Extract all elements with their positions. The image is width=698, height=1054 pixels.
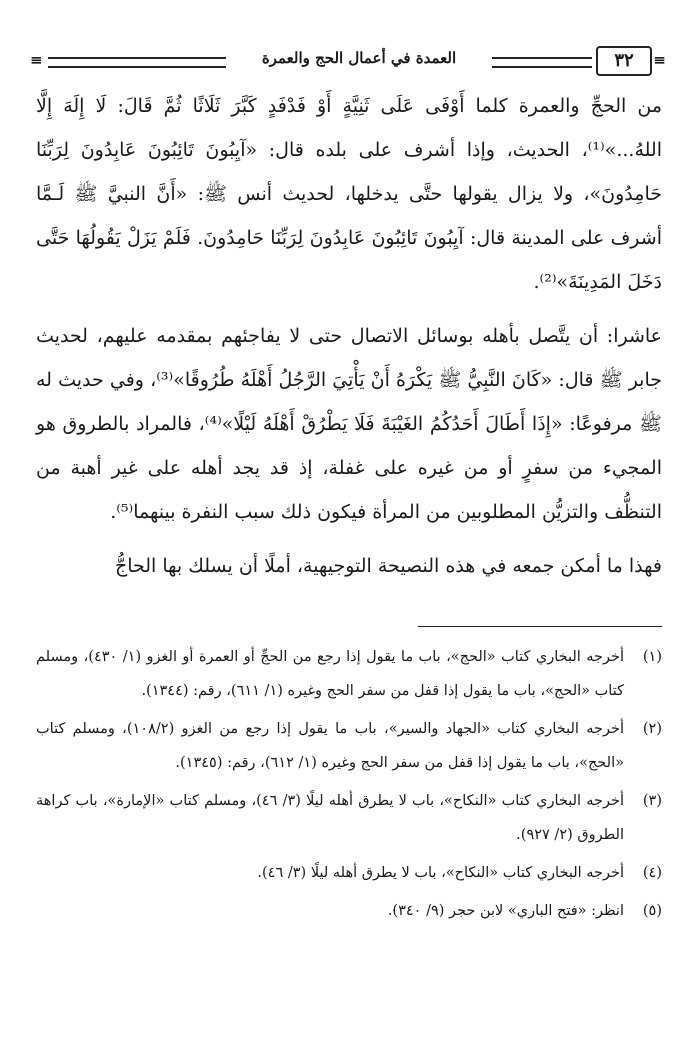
footnote [36, 640, 662, 708]
page-number: ٣٢ [596, 46, 652, 76]
running-header [30, 46, 666, 76]
footnote [36, 784, 662, 852]
footnote-text: أخرجه البخاري كتاب «النكاح»، باب لا يطرق أهله ليلًا (٣/ ٤٦). [257, 865, 624, 881]
header-ornament-left: ≡ [30, 51, 43, 69]
footnote-text: انظر: «فتح الباري» لابن حجر (٩/ ٣٤٠). [387, 903, 624, 919]
footnote [36, 712, 662, 780]
footnotes [36, 640, 662, 932]
footnote-number: (٥) [642, 903, 662, 919]
header-ornament-right: ≡ [653, 51, 666, 69]
footnote-text: أخرجه البخاري كتاب «الحج»، باب ما يقول إذا رجع من الحجِّ أو العمرة أو الغزو (١/ ٤٣٠)، ومسلم كتاب «الحج»، باب ما يقول إذا قفل من سفر الحج وغيره (١/ ٦١١)، رقم: (١٣٤٤). [36, 649, 624, 699]
header-title: العمدة في أعمال الحج والعمرة [261, 49, 457, 67]
footnote-number: (٢) [642, 721, 662, 737]
header-rule-left [48, 57, 226, 68]
footnote-number: (٣) [642, 793, 662, 809]
footnote-text: أخرجه البخاري كتاب «النكاح»، باب لا يطرق أهله ليلًا (٣/ ٤٦)، ومسلم كتاب «الإمارة»، باب كراهة الطروق (٢/ ٩٢٧). [36, 793, 624, 843]
footnote-number: (١) [642, 649, 662, 665]
footnote [36, 856, 662, 890]
footnote-text: أخرجه البخاري كتاب «الجهاد والسير»، باب ما يقول إذا رجع من الغزو (١٠٨/٢)، ومسلم كتاب «الحج»، باب ما يقول إذا قفل من سفر الحج وغيره (١/ ٦١٢)، رقم: (١٣٤٥). [36, 721, 624, 771]
paragraph: عاشرا: أن يتَّصل بأهله بوسائل الاتصال حتى لا يفاجئهم بمقدمه عليهم، لحديث جابر ﷺ قال: «كَانَ النَّبِيُّ ﷺ يَكْرَهُ أَنْ يَأْتِيَ الرَّجُلُ أَهْلَهُ طُرُوقًا»⁽³⁾، وفي حديث له ﷺ مرفوعًا: «إِذَا أَطَالَ أَحَدُكُمُ الغَيْبَةَ فَلَا يَطْرُقْ أَهْلَهُ لَيْلًا»⁽⁴⁾، فالمراد بالطروق هو المجيء من سفرٍ أو من غيره على غفلة، إذ قد يجد أهله على غير أهبة من التنظُّف والتزيُّن المطلوبين من المرأة فيكون ذلك سبب النفرة بينهما⁽⁵⁾. [36, 325, 663, 523]
header-rule-right [492, 57, 592, 68]
footnote-separator [418, 626, 662, 627]
footnote [36, 894, 662, 928]
main-text [36, 84, 662, 588]
paragraph: من الحجِّ والعمرة كلما أَوْفَى عَلَى ثَنِيَّةٍ أَوْ فَدْفَدٍ كَبَّرَ ثَلَاثًا ثُمَّ قَالَ: لَا إِلَهَ إِلَّا اللهُ...»⁽¹⁾، الحديث، وإذا أشرف على بلده قال: «آيِبُونَ تَائِبُونَ عَابِدُونَ لِرَبِّنَا حَامِدُونَ»، ولا يزال يقولها حتَّى يدخلها، لحديث أنس ﷺ: «أَنَّ النبيَّ ﷺ لَـمَّا أشرف على المدينة قال: آيِبُونَ تَائِبُونَ عَابِدُونَ لِرَبِّنَا حَامِدُونَ. فَلَمْ يَزَلْ يَقُولُهَا حَتَّى دَخَلَ المَدِينَةَ»⁽²⁾. [36, 95, 662, 293]
paragraph: فهذا ما أمكن جمعه في هذه النصيحة التوجيهية، أملًا أن يسلك بها الحاجُّ [114, 555, 662, 577]
footnote-number: (٤) [642, 865, 662, 881]
